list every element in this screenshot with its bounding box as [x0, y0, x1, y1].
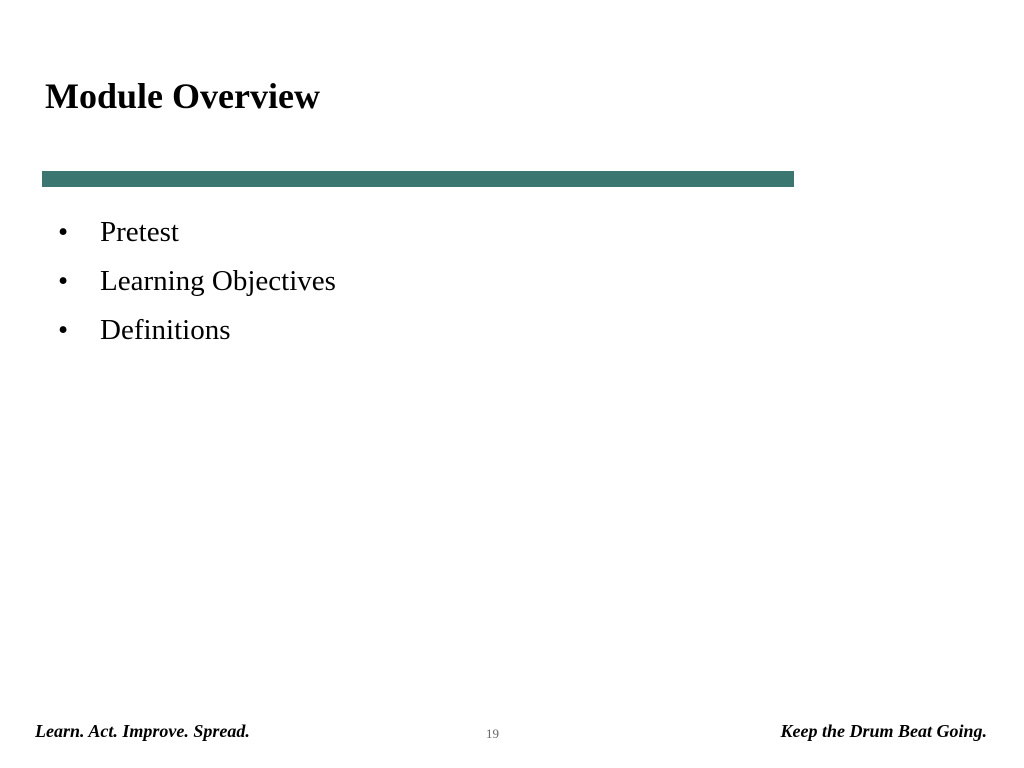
slide-title: Module Overview [45, 76, 320, 116]
bullet-label: Pretest [100, 216, 179, 248]
bullet-list [58, 210, 336, 357]
title-divider-bar [42, 171, 794, 187]
bullet-item-learning-objectives [58, 259, 336, 308]
bullet-icon: • [58, 265, 69, 297]
bullet-item-pretest [58, 210, 336, 259]
bullet-icon: • [58, 216, 69, 248]
bullet-label: Learning Objectives [100, 265, 336, 297]
footer-slogan-right: Keep the Drum Beat Going. [780, 721, 987, 741]
bullet-icon: • [58, 314, 69, 346]
bullet-label: Definitions [100, 314, 231, 346]
page-number: 19 [486, 726, 499, 741]
footer-slogan-left: Learn. Act. Improve. Spread. [35, 721, 250, 741]
bullet-item-definitions [58, 308, 336, 357]
